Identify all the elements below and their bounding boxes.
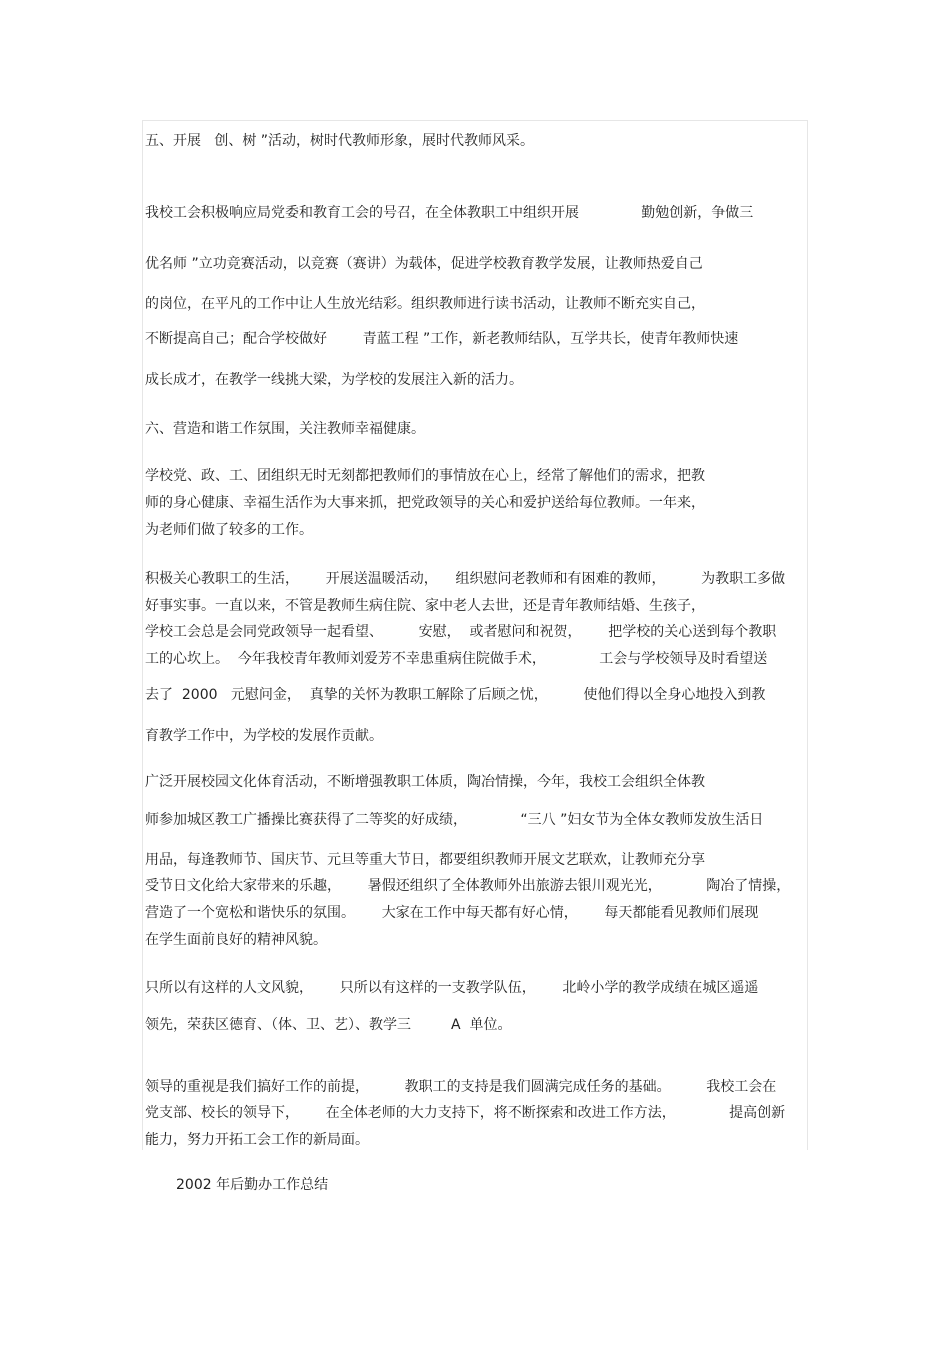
paragraph-line: 我校工会积极响应局党委和教育工会的号召，在全体教职工中组织开展 勤勉创新，争做三	[145, 205, 754, 221]
paragraph-line: 不断提高自己；配合学校做好 青蓝工程 ”工作，新老教师结队，互学共长，使青年教师快速	[145, 331, 739, 347]
paragraph-line: 受节日文化给大家带来的乐趣， 暑假还组织了全体教师外出旅游去银川观光光， 陶冶了情操，	[145, 878, 791, 894]
paragraph-line: 好事实事。一直以来，不管是教师生病住院、家中老人去世，还是青年教师结婚、生孩子，	[145, 598, 705, 614]
section-heading-5: 五、开展 创、树 ”活动，树时代教师形象，展时代教师风采。	[145, 133, 535, 149]
paragraph-line: 工的心坎上。 今年我校青年教师刘爱芳不幸患重病住院做手术， 工会与学校领导及时看望送	[145, 651, 768, 667]
paragraph-line: 师的身心健康、幸福生活作为大事来抓，把党政领导的关心和爱护送给每位教师。一年来，	[145, 495, 705, 511]
paragraph-line: 优名师 ”立功竞赛活动，以竞赛（赛讲）为载体，促进学校教育教学发展，让教师热爱自己	[145, 256, 703, 272]
paragraph-line: 用品，每逢教师节、国庆节、元旦等重大节日，都要组织教师开展文艺联欢，让教师充分享	[145, 852, 705, 868]
paragraph-line: 去了 2000 元慰问金， 真挚的关怀为教职工解除了后顾之忧， 使他们得以全身心地投入到教	[145, 687, 766, 703]
paragraph-line: 能力，努力开拓工会工作的新局面。	[145, 1132, 369, 1148]
paragraph-line: 师参加城区教工广播操比赛获得了二等奖的好成绩， “三八 ”妇女节为全体女教师发放生活日	[145, 812, 764, 828]
document-title: 2002 年后勤办工作总结	[176, 1177, 329, 1193]
paragraph-line: 育教学工作中，为学校的发展作贡献。	[145, 728, 383, 744]
paragraph-line: 营造了一个宽松和谐快乐的氛围。 大家在工作中每天都有好心情， 每天都能看见教师们展现	[145, 905, 759, 921]
paragraph-line: 只所以有这样的人文风貌， 只所以有这样的一支教学队伍， 北岭小学的教学成绩在城区遥遥	[145, 980, 759, 996]
paragraph-line: 领导的重视是我们搞好工作的前提， 教职工的支持是我们圆满完成任务的基础。 我校工会在	[145, 1079, 777, 1095]
paragraph-line: 的岗位，在平凡的工作中让人生放光结彩。组织教师进行读书活动，让教师不断充实自己，	[145, 296, 705, 312]
paragraph-line: 学校工会总是会同党政领导一起看望、 安慰， 或者慰问和祝贺， 把学校的关心送到每个教职	[145, 624, 777, 640]
paragraph-line: 学校党、政、工、团组织无时无刻都把教师们的事情放在心上，经常了解他们的需求，把教	[145, 468, 705, 484]
paragraph-line: 党支部、校长的领导下， 在全体老师的大力支持下，将不断探索和改进工作方法， 提高创新	[145, 1105, 786, 1121]
section-heading-6: 六、营造和谐工作氛围，关注教师幸福健康。	[145, 421, 425, 437]
paragraph-line: 在学生面前良好的精神风貌。	[145, 932, 327, 948]
paragraph-line: 广泛开展校园文化体育活动，不断增强教职工体质，陶冶情操，今年，我校工会组织全体教	[145, 774, 705, 790]
paragraph-line: 积极关心教职工的生活， 开展送温暖活动， 组织慰问老教师和有困难的教师， 为教职工多做	[145, 571, 786, 587]
paragraph-line: 领先，荣获区德育、（体、卫、艺）、教学三 A 单位。	[145, 1017, 512, 1033]
paragraph-line: 成长成才，在教学一线挑大梁，为学校的发展注入新的活力。	[145, 372, 523, 388]
paragraph-line: 为老师们做了较多的工作。	[145, 522, 313, 538]
